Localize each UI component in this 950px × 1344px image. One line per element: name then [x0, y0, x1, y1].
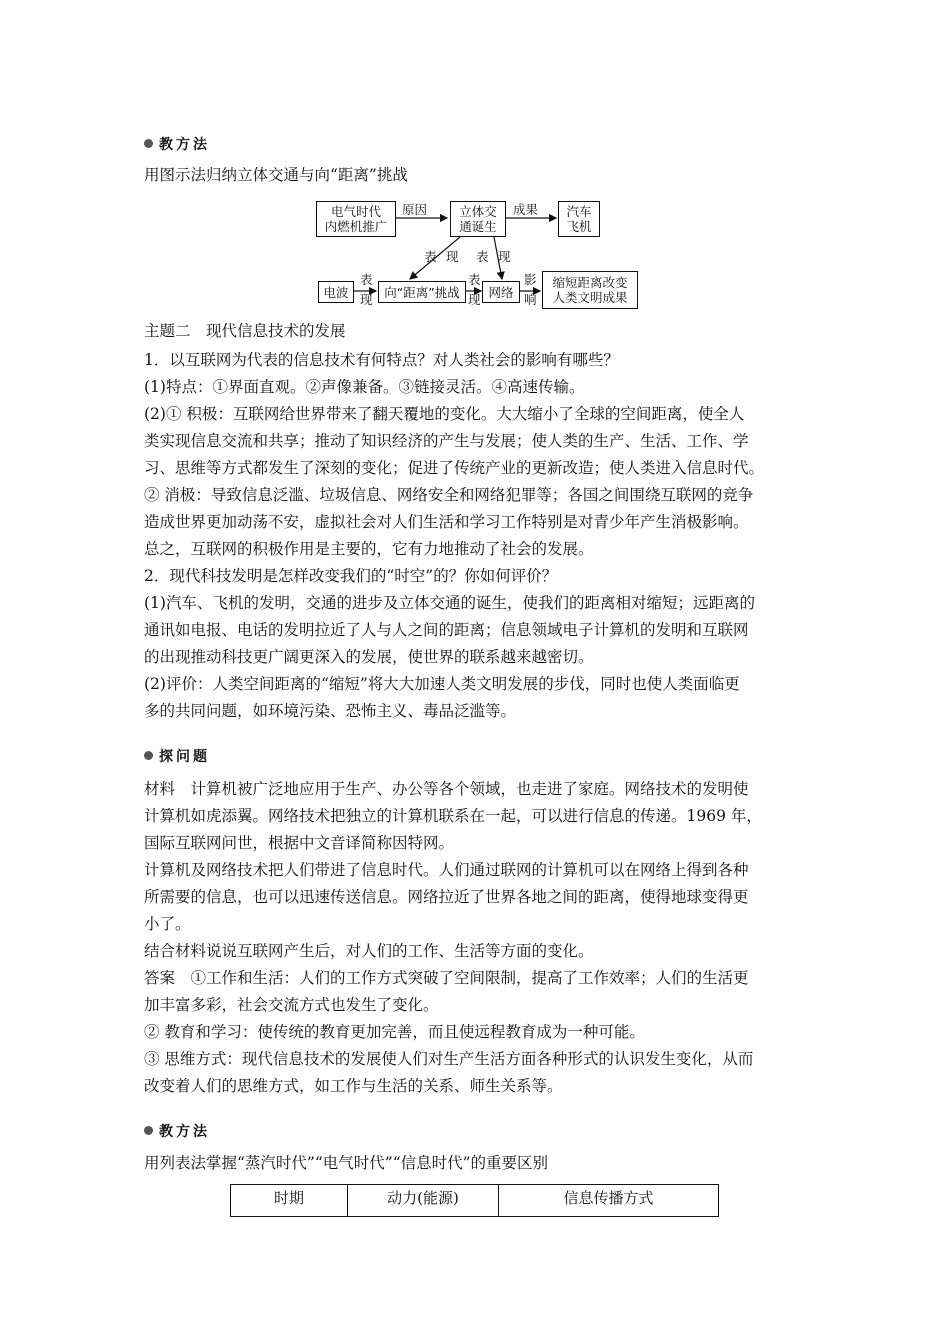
topic2-line: 造成世界更加动荡不安，虚拟社会对人们生活和学习工作特别是对青少年产生消极影响。	[144, 513, 749, 531]
box-text: 人类文明成果	[552, 290, 628, 305]
topic2-line: 总之，互联网的积极作用是主要的，它有力地推动了社会的发展。	[144, 540, 594, 558]
box-radio-wave	[318, 281, 354, 303]
explore-line: 计算机如虎添翼。网络技术把独立的计算机联系在一起，可以进行信息的传递。1969 年，	[144, 807, 762, 825]
table-header-cell: 信息传播方式	[499, 1185, 719, 1217]
topic2-line: (1)特点：①界面直观。②声像兼备。③链接灵活。④高速传输。	[144, 378, 585, 396]
label-influence: 影	[524, 272, 537, 287]
box-car-plane	[558, 201, 600, 237]
section-title: 探问题	[159, 749, 210, 765]
method-subtitle-1: 用图示法归纳立体交通与向“距离”挑战	[144, 166, 408, 184]
topic2-line: (2)① 积极：互联网给世界带来了翻天覆地的变化。大大缩小了全球的空间距离，使全人	[144, 405, 745, 423]
explore-line: 所需要的信息，也可以迅速传送信息。网络拉近了世界各地之间的距离，使得地球变得更	[144, 888, 749, 906]
explore-line: 材料 计算机被广泛地应用于生产、办公等各个领域，也走进了家庭。网络技术的发明使	[144, 780, 749, 798]
label-result: 成果	[513, 202, 539, 217]
explore-line: ② 教育和学习：使传统的教育更加完善，而且使远程教育成为一种可能。	[144, 1023, 645, 1041]
explore-line: 答案 ①工作和生活：人们的工作方式突破了空间限制，提高了工作效率；人们的生活更	[144, 969, 749, 987]
section-heading-method-2	[144, 1121, 210, 1141]
section-heading-method-1	[144, 134, 210, 154]
label-cause: 原因	[402, 202, 428, 217]
explore-line: 加丰富多彩，社会交流方式也发生了变化。	[144, 996, 439, 1014]
explore-line: 国际互联网问世，根据中文音译简称因特网。	[144, 834, 455, 852]
label-manifest: 现	[468, 292, 481, 307]
table-header-cell: 动力(能源)	[348, 1185, 499, 1217]
label-manifest: 表	[468, 272, 481, 287]
box-text: 汽车	[566, 204, 592, 219]
box-text: 飞机	[566, 219, 592, 234]
box-text: 立体交	[459, 204, 497, 219]
table-header-cell: 时期	[231, 1185, 348, 1217]
topic2-line: ② 消极：导致信息泛滥、垃圾信息、网络安全和网络犯罪等；各国之间围绕互联网的竞争	[144, 486, 754, 504]
comparison-table	[230, 1184, 719, 1217]
table-header-row	[231, 1185, 719, 1217]
topic2-line: 2．现代科技发明是怎样改变我们的“时空”的？你如何评价？	[144, 567, 558, 585]
label-manifest: 现	[360, 292, 373, 307]
box-text: 通诞生	[459, 219, 497, 234]
box-text: 内燃机推广	[324, 219, 388, 234]
box-text: 网络	[488, 284, 514, 300]
explore-line: 改变着人们的思维方式，如工作与生活的关系、师生关系等。	[144, 1077, 563, 1095]
box-3d-transport	[450, 201, 506, 237]
explore-line: 计算机及网络技术把人们带进了信息时代。人们通过联网的计算机可以在网络上得到各种	[144, 861, 749, 879]
topic2-line: 的出现推动科技更广阔更深入的发展，使世界的联系越来越密切。	[144, 648, 594, 666]
topic2-line: 通讯如电报、电话的发明拉近了人与人之间的距离；信息领域电子计算机的发明和互联网	[144, 621, 749, 639]
explore-line: 结合材料说说互联网产生后，对人们的工作、生活等方面的变化。	[144, 942, 594, 960]
bullet-dot-icon	[144, 139, 153, 148]
topic2-line: 类实现信息交流和共享；推动了知识经济的产生与发展；使人类的生产、生活、工作、学	[144, 432, 749, 450]
section-title: 教方法	[159, 137, 210, 153]
box-text: 缩短距离改变	[552, 275, 628, 290]
label-manifest: 表	[360, 272, 373, 287]
box-text: 电气时代	[330, 204, 381, 219]
label-manifest: 表	[476, 249, 489, 264]
topic2-line: 习、思维等方式都发生了深刻的变化；促进了传统产业的更新改造；使人类进入信息时代。	[144, 459, 765, 477]
topic2-line: 多的共同问题，如环境污染、恐怖主义、毒品泛滥等。	[144, 702, 517, 720]
section-title: 教方法	[159, 1124, 210, 1140]
topic2-line: (2)评价：人类空间距离的“缩短”将大大加速人类文明发展的步伐，同时也使人类面临更	[144, 675, 740, 693]
method-subtitle-2: 用列表法掌握“蒸汽时代”“电气时代”“信息时代”的重要区别	[144, 1154, 549, 1172]
concept-diagram	[310, 197, 650, 313]
label-influence: 响	[524, 292, 537, 307]
box-electric-era	[316, 201, 396, 237]
label-manifest: 现	[446, 249, 459, 264]
box-shorten-distance	[542, 271, 638, 309]
box-network	[482, 281, 520, 303]
box-text: 电波	[323, 284, 349, 300]
label-manifest: 表	[424, 249, 437, 264]
explore-line: ③ 思维方式：现代信息技术的发展使人们对生产生活方面各种形式的认识发生变化，从而	[144, 1050, 754, 1068]
explore-line: 小了。	[144, 915, 191, 933]
topic2-line: 1．以互联网为代表的信息技术有何特点？对人类社会的影响有哪些？	[144, 351, 619, 369]
box-text: 向“距离”挑战	[384, 284, 460, 300]
topic2-line: (1)汽车、飞机的发明，交通的进步及立体交通的诞生，使我们的距离相对缩短；远距离的	[144, 594, 755, 612]
label-manifest: 现	[498, 249, 511, 264]
section-heading-explore	[144, 746, 210, 766]
bullet-dot-icon	[144, 1126, 153, 1135]
topic2-heading: 主题二 现代信息技术的发展	[144, 322, 346, 340]
box-distance-challenge	[378, 281, 466, 303]
bullet-dot-icon	[144, 751, 153, 760]
